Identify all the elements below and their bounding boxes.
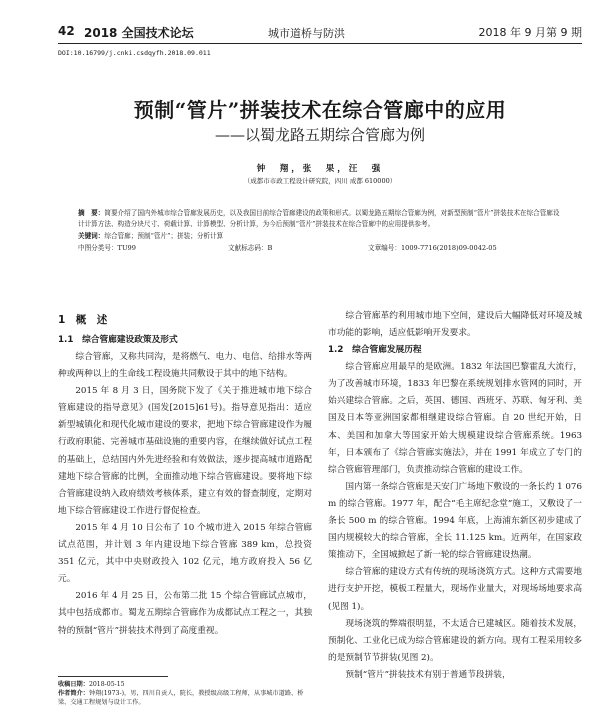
paragraph: 2015 年 8 月 3 日，国务院下发了《关于推进城市地下综合管廊建设的指导意见》(国发[2015]61号)。指导意见指出：适应新型城镇化和现代化城市建设的要求，把地下综合管廊建设作为履行政府职能、完善城市基础设施的重要内容，在继续做好试点工程的基础上，总结国内外先进经验和有效做法，逐步提高城市道路配建地下综合管廊的比例，全面推动地下综合管廊建设。要将地下综合管廊建设纳入政府绩效考核体系，建立有效的督查制度，定期对地下综合管廊建设工作进行督促检查。 — [58, 386, 312, 516]
paragraph: 国内第一条综合管廊是天安门广场地下敷设的一条长约 1 076 m 的综合管廊。1977 年，配合“毛主席纪念堂”施工，又敷设了一条长 500 m 的综合管廊。1994 年底，上海浦东新区初步建成了国内规模较大的综合管廊，全长 11.125 km。近两年，在国家政策推动下，全国城掀起了新一轮的综合管廊建设热潮。 — [328, 481, 582, 561]
paragraph: 预制“管片”拼装技术有别于普通节段拼装， — [345, 669, 511, 680]
paragraph: 现场浇筑的弊端很明显，不太适合已建城区。随着技术发展，预制化、工业化已成为综合管廊建设的新方向。现有工程采用较多的是预制节节拼装(见图 2)。 — [328, 618, 582, 663]
paragraph: 2016 年 4 月 25 日，公布第二批 15 个综合管廊试点城市，其中包括成都市。蜀龙五期综合管廊作为成都试点工程之一，其独特的预制“管片”拼装技术得到了高度重视。 — [58, 591, 312, 636]
affiliation: （成都市市政工程设计研究院，四川 成都 610000） — [243, 177, 397, 185]
doi: DOI:10.16799/j.cnki.csdqyfh.2018.09.011 — [58, 49, 211, 57]
footnote — [58, 676, 312, 707]
section-heading-1: 1 概 述 — [58, 314, 108, 326]
left-column — [58, 308, 312, 640]
journal-name: 2018 全国技术论坛 — [84, 26, 194, 40]
classification-line — [78, 243, 560, 254]
abstract-block — [78, 208, 560, 254]
section-heading-1-1: 1.1 综合管廊建设政策及形式 — [58, 335, 178, 345]
abstract-label: 摘 要： — [78, 209, 105, 217]
paragraph: 综合管廊应用最早的是欧洲。1832 年法国巴黎霍乱大流行，为了改善城市环境，1833 年巴黎在系统规划排水管网的同时，开始兴建综合管廊。之后，英国、德国、西班牙、苏联、匈牙利、美国及日本等亚洲国家都相继建设综合管廊。自 20 世纪开始，日本、美国和加拿大等国家开始大规模建设综合管廊系统。1963 年，日本颁布了《综合管廊实施法》，并在 1991 年成立了专门的综合管廊管理部门，负责推动综合管廊的建设工作。 — [328, 362, 582, 475]
received-label: 收稿日期： — [58, 681, 89, 688]
article-number: 文章编号：1009-7716(2018)09-0042-05 — [368, 244, 497, 252]
article-title: 预制“管片”拼装技术在综合管廊中的应用 — [133, 98, 507, 122]
received-value: 2018-05-15 — [88, 681, 125, 688]
running-header — [58, 22, 582, 44]
received-date — [58, 680, 312, 689]
paragraph: 综合管廊，又称共同沟，是将燃气、电力、电信、给排水等两种或两种以上的生命线工程设施共同敷设于其中的地下结构。 — [58, 352, 312, 380]
author-bio — [58, 689, 312, 707]
article-subtitle: ——以蜀龙路五期综合管廊为例 — [214, 126, 425, 144]
paragraph: 2015 年 4 月 10 日公布了 10 个城市进入 2015 年综合管廊试点范围，并计划 3 年内建设地下综合管廊 389 km，总投资 351 亿元，其中中央财政投入 102 亿元，地方政府投入 56 亿元。 — [58, 522, 312, 585]
author-bio-label: 作者简介： — [58, 690, 89, 697]
keywords-label: 关键词： — [78, 232, 105, 240]
issue-info: 2018 年 9 月第 9 期 — [478, 26, 582, 39]
page-number: 42 — [58, 24, 75, 38]
document-code: 文献标志码：B — [228, 244, 273, 252]
clc-number: 中图分类号：TU99 — [78, 244, 136, 252]
section-name: 城市道桥与防洪 — [268, 27, 345, 40]
keywords — [78, 231, 560, 242]
abstract — [78, 208, 560, 230]
abstract-text: 简要介绍了国内外城市综合管廊发展历史，以及我国目前综合管廊建设的政策和形式。以蜀龙路五期综合管廊为例，对新型预制“管片”拼装技术在综合管廊设计计算方法、构造分块尺寸、荷载计算、计算模型、分析计算，为今后预制“管片”拼装技术在综合管廊中的应用提供参考。 — [78, 209, 560, 228]
paragraph: 综合管廊的建设方式有传统的现场浇筑方式。这种方式需要地进行支护开挖，模板工程量大，现场作业量大，对现场场地要求高(见图 1)。 — [328, 567, 582, 612]
paragraph: 综合管廊革约利用城市地下空间，建设后大幅降低对环境及城市功能的影响，适应低影响开发要求。 — [328, 311, 582, 339]
section-heading-1-2: 1.2 综合管廊发展历程 — [328, 345, 422, 356]
authors: 钟 翔，张 果，汪 强 — [256, 164, 384, 174]
right-column — [328, 308, 582, 684]
footnote-divider — [58, 676, 168, 677]
keywords-text: 综合管廊；预制“管片”；拼装；分析计算 — [104, 232, 224, 240]
author-bio-text: 钟翔(1973-)，男，四川自贡人，院长，教授级高级工程师，从事城市道路、桥梁、交通工程规划与设计工作。 — [58, 690, 304, 706]
